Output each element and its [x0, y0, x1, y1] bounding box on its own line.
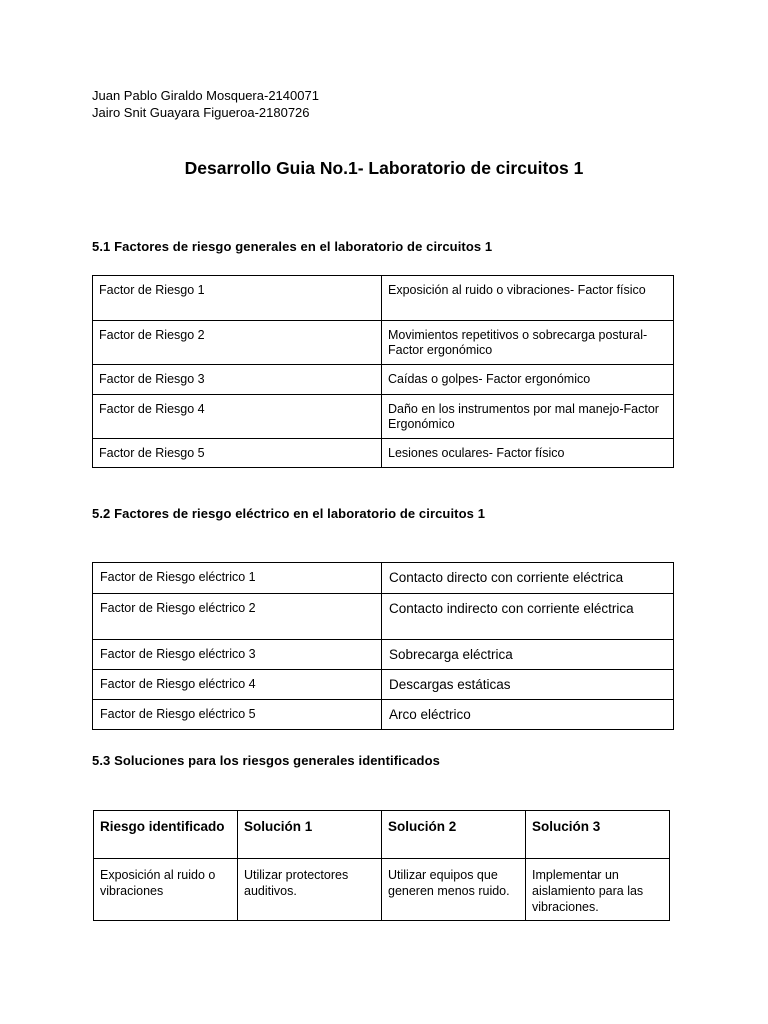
- table-row: [93, 439, 674, 468]
- table-row: [93, 700, 674, 730]
- page-title: Desarrollo Guia No.1- Laboratorio de circuitos 1: [184, 158, 584, 178]
- authors-block: [92, 87, 319, 121]
- risk-label-cell: Factor de Riesgo eléctrico 3: [93, 640, 382, 670]
- electric-risk-table: [92, 562, 674, 730]
- section-5-1-heading: 5.1 Factores de riesgo generales en el laboratorio de circuitos 1: [92, 239, 493, 254]
- table-row: [93, 321, 674, 365]
- risk-label-cell: Factor de Riesgo eléctrico 1: [93, 563, 382, 594]
- risk-label-cell: Factor de Riesgo 1: [93, 276, 382, 321]
- table-row: [93, 365, 674, 395]
- table-row: [93, 594, 674, 640]
- author-line: Jairo Snit Guayara Figueroa-2180726: [92, 105, 310, 120]
- table-row: [93, 395, 674, 439]
- risk-label-cell: Factor de Riesgo eléctrico 4: [93, 670, 382, 700]
- column-header: Solución 1: [238, 811, 382, 859]
- column-header: Riesgo identificado: [94, 811, 238, 859]
- table-row: [93, 640, 674, 670]
- general-risk-table: [92, 275, 674, 468]
- risk-value-cell: Daño en los instrumentos por mal manejo-Factor Ergonómico: [382, 395, 674, 439]
- table-row: [93, 276, 674, 321]
- risk-label-cell: Factor de Riesgo eléctrico 2: [93, 594, 382, 640]
- table-row: [93, 563, 674, 594]
- risk-value-cell: Exposición al ruido o vibraciones- Factor físico: [382, 276, 674, 321]
- author-line: Juan Pablo Giraldo Mosquera-2140071: [92, 88, 319, 103]
- risk-value-cell: Sobrecarga eléctrica: [382, 640, 674, 670]
- risk-label-cell: Factor de Riesgo 3: [93, 365, 382, 395]
- risk-value-cell: Arco eléctrico: [382, 700, 674, 730]
- risk-value-cell: Caídas o golpes- Factor ergonómico: [382, 365, 674, 395]
- section-5-2-heading: 5.2 Factores de riesgo eléctrico en el laboratorio de circuitos 1: [92, 506, 486, 521]
- column-header: Solución 3: [526, 811, 670, 859]
- table-header-row: [94, 811, 670, 859]
- table-cell: Utilizar equipos que generen menos ruido.: [382, 859, 526, 921]
- table-cell: Implementar un aislamiento para las vibraciones.: [526, 859, 670, 921]
- table-cell: Exposición al ruido o vibraciones: [94, 859, 238, 921]
- table-row: [93, 670, 674, 700]
- risk-label-cell: Factor de Riesgo 2: [93, 321, 382, 365]
- risk-value-cell: Lesiones oculares- Factor físico: [382, 439, 674, 468]
- risk-label-cell: Factor de Riesgo 5: [93, 439, 382, 468]
- table-row: [94, 859, 670, 921]
- risk-value-cell: Movimientos repetitivos o sobrecarga postural- Factor ergonómico: [382, 321, 674, 365]
- section-5-3-heading: 5.3 Soluciones para los riesgos generales identificados: [92, 753, 440, 768]
- risk-value-cell: Contacto directo con corriente eléctrica: [382, 563, 674, 594]
- risk-label-cell: Factor de Riesgo 4: [93, 395, 382, 439]
- risk-value-cell: Descargas estáticas: [382, 670, 674, 700]
- column-header: Solución 2: [382, 811, 526, 859]
- risk-label-cell: Factor de Riesgo eléctrico 5: [93, 700, 382, 730]
- table-cell: Utilizar protectores auditivos.: [238, 859, 382, 921]
- risk-value-cell: Contacto indirecto con corriente eléctrica: [382, 594, 674, 640]
- solutions-table: [93, 810, 670, 921]
